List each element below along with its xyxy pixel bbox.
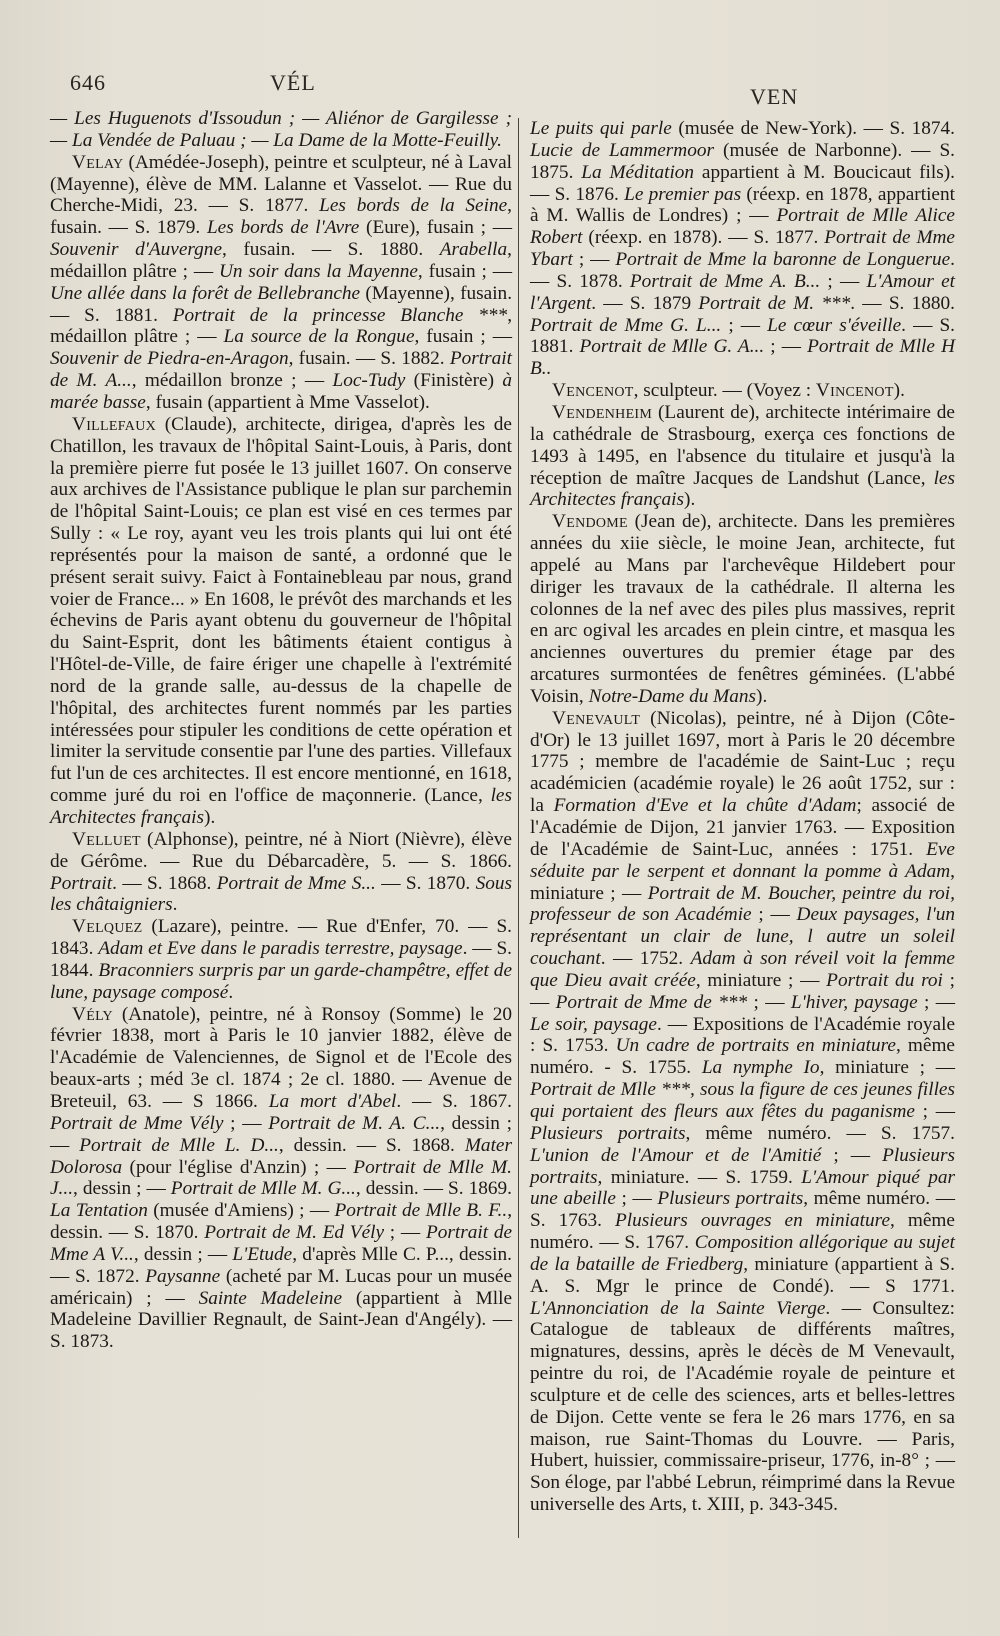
entry-venevault: Venevault (Nicolas), peintre, né à Dijon (Côte-d'Or) le 13 juillet 1697, mort à Paris le 20 décembre 1775 ; membre de l'académie de Saint-Luc ; reçu académicien (académie royale) le 26 août 1752, sur : la Formation d'Eve et la chûte d'Adam; associé de l'Académie de Dijon, 21 janvier 1763. — Exposition de l'Académie de Saint-Luc, années : 1751. Eve séduite par le serpent et donnant la pomme à Adam, miniature ; — Portrait de M. Boucher, peintre du roi, professeur de son Académie ; — Deux paysages, l'un représentant un clair de lune, l autre un soleil couchant. — 1752. Adam à son réveil voit la femme que Dieu avait créée, miniature ; — Portrait du roi ; — Portrait de Mme de *** ; — L'hiver, paysage ; — Le soir, paysage. — Expositions de l'Académie royale : S. 1753. Un cadre de portraits en miniature, même numéro. - S. 1755. La nymphe Io, miniature ; — Portrait de Mlle ***, sous la figure de ces jeunes filles qui portaient des fleurs aux fêtes du paganisme ; — Plusieurs portraits, même numéro. — S. 1757. L'union de l'Amour et de l'Amitié ; — Plusieurs portraits, miniature. — S. 1759. L'Amour piqué par une abeille ; — Plusieurs portraits, même numéro. — S. 1763. Plusieurs ouvrages en miniature, même numéro. — S. 1767. Composition allégorique au sujet de la bataille de Friedberg, miniature (appartient à S. A. S. Mgr le prince de Condé). — S 1771. L'Annonciation de la Sainte Vierge. — Consultez: Catalogue de tableaux de différents maîtres, mignatures, dessins, après le décès de M Venevault, peintre du roi, de l'Académie royale de peinture et sculpture et de celle des sciences, arts et belles-lettres de Dijon. Cette vente se fera le 26 mars 1776, en sa maison, rue Saint-Thomas du Louvre. — Paris, Hubert, huissier, commissaire-priseur, 1776, in-8° ; — Son éloge, par l'abbé Lebrun, réimprimé dans la Revue universelle des Arts, t. XIII, p. 343-345. [530,707,956,1516]
running-head-left: VÉL [270,70,316,95]
entry-vely: Vély (Anatole), peintre, né à Ronsoy (Somme) le 20 février 1838, mort à Paris le 10 janvier 1882, élève de l'Académie de Valenciennes, de Signol et de l'Ecole des beaux-arts ; méd 3e cl. 1874 ; 2e cl. 1880. — Avenue de Breteuil, 63. — S 1866. La mort d'Abel. — S. 1867. Portrait de Mme Vély ; — Portrait de M. A. C..., dessin ; — Portrait de Mlle L. D..., dessin. — S. 1868. Mater Dolorosa (pour l'église d'Anzin) ; — Portrait de Mlle M. J..., dessin ; — Portrait de Mlle M. G..., dessin. — S. 1869. La Tentation (musée d'Amiens) ; — Portrait de Mlle B. F.., dessin. — S. 1870. Portrait de M. Ed Vély ; — Portrait de Mme A V..., dessin ; — L'Etude, d'après Mlle C. P..., dessin. — S. 1872. Paysanne (acheté par M. Lucas pour un musée américain) ; — Sainte Madeleine (appartient à Mlle Madeleine Davillier Regnault, de Saint-Jean d'Angély). — S. 1873. [50,1003,513,1353]
entry-velay: Velay (Amédée-Joseph), peintre et sculpteur, né à Laval (Mayenne), élève de MM. Lalanne et Vasselot. — Rue du Cherche-Midi, 23. — S. 1877. Les bords de la Seine, fusain. — S. 1879. Les bords de l'Avre (Eure), fusain ; — Souvenir d'Auvergne, fusain. — S. 1880. Arabella, médaillon plâtre ; — Un soir dans la Mayenne, fusain ; — Une allée dans la forêt de Bellebranche (Mayenne), fusain. — S. 1881. Portrait de la princesse Blanche ***, médaillon plâtre ; — La source de la Rongue, fusain ; — Souvenir de Piedra-en-Aragon, fusain. — S. 1882. Portrait de M. A..., médaillon bronze ; — Loc-Tudy (Finistère) à marée basse, fusain (appartient à Mme Vasselot). [50,151,513,413]
entry-vencenot: Vencenot, sculpteur. — (Voyez : Vincenot). [552,380,905,402]
column-divider [518,118,519,1538]
entry-vendome: Vendome (Jean de), architecte. Dans les premières années du xiie siècle, le moine Jean, architecte, fut appelé au Mans par l'archevêque Hildebert pour diriger les travaux de la cathédrale. Il alterna les colonnes de la nef avec des piles plus massives, reprit en arc ogival les arcades en plein cintre, et masqua les anciennes ouvertures du premier étage par des arcatures surmontées de fenêtres géminées. (L'abbé Voisin, Notre-Dame du Mans). [530,511,955,707]
entry-vely-continued: Le puits qui parle (musée de New-York). — S. 1874. Lucie de Lammermoor (musée de Narbonne). — S. 1875. La Méditation appartient à M. Boucicaut fils). — S. 1876. Le premier pas (réexp. en 1878, appartient à M. Wallis de Londres) ; — Portrait de Mlle Alice Robert (réexp. en 1878). — S. 1877. Portrait de Mme Ybart ; — Portrait de Mme la baronne de Longuerue. — S. 1878. Portrait de Mme A. B... ; — L'Amour et l'Argent. — S. 1879 Portrait de M. ***. — S. 1880. Portrait de Mme G. L... ; — Le cœur s'éveille. — S. 1881. Portrait de Mlle G. A... ; — Portrait de Mlle H B.. [530,118,956,380]
running-head-right: VEN [750,84,799,109]
entry-villefaux: Villefaux (Claude), architecte, dirigea, d'après les de Chatillon, les travaux de l'hôpital Saint-Louis, à Paris, dont la première pierre fut posée le 13 juillet 1607. On conserve aux archives de l'Assistance publique le plan sur parchemin de l'hôpital Saint-Louis; ce plan est visé en ces termes par Sully : « Le roy, ayant veu les trois plants qui lui ont été représentés pour la maison de santé, a ordonné que le présent serait suivy. Faict à Fontainebleau par nous, grand voier de France... » En 1608, le prévôt des marchands et les échevins de Paris ayant obtenu du gouverneur de l'hôpital du Saint-Esprit, dont les bâtiments étaient contigus à l'Hôtel-de-Ville, de faire ériger une chapelle à l'extrémité nord de la grande salle, au-dessus de la chapelle de l'hôpital, des architectes furent nommés par les parties intéressées pour stipuler les conditions de cette opération et limiter la servitude consentie par l'une des parties. Villefaux fut l'un de ces architectes. Il est encore mentionné, en 1618, comme juré du roi en l'office de maçonnerie. (Lance, les Architectes français). [50,413,512,828]
entry-velluet: Velluet (Alphonse), peintre, né à Niort (Nièvre), élève de Gérôme. — Rue du Débarcadère, 5. — S. 1866. Portrait. — S. 1868. Portrait de Mme S... — S. 1870. Sous les châtaigniers. [50,828,512,916]
entry-vendenheim: Vendenheim (Laurent de), architecte intérimaire de la cathédrale de Strasbourg, exerça ces fonctions de 1493 à 1495, en l'absence du titulaire et jusqu'à la réception de maître Jacques de Landshut (Lance, les Architectes français). [530,401,955,511]
entry-velquez: Velquez (Lazare), peintre. — Rue d'Enfer, 70. — S. 1843. Adam et Eve dans le paradis terrestre, paysage. — S. 1844. Braconniers surpris par un garde-champêtre, effet de lune, paysage composé. [50,916,512,1003]
page-number: 646 [70,70,106,95]
left-column [50,108,512,1353]
right-column [530,118,955,1516]
entry-continuation: — Les Huguenots d'Issoudun ; — Aliénor de Gargilesse ; — La Vendée de Paluau ; — La Dame de la Motte-Feuilly. [50,108,512,151]
